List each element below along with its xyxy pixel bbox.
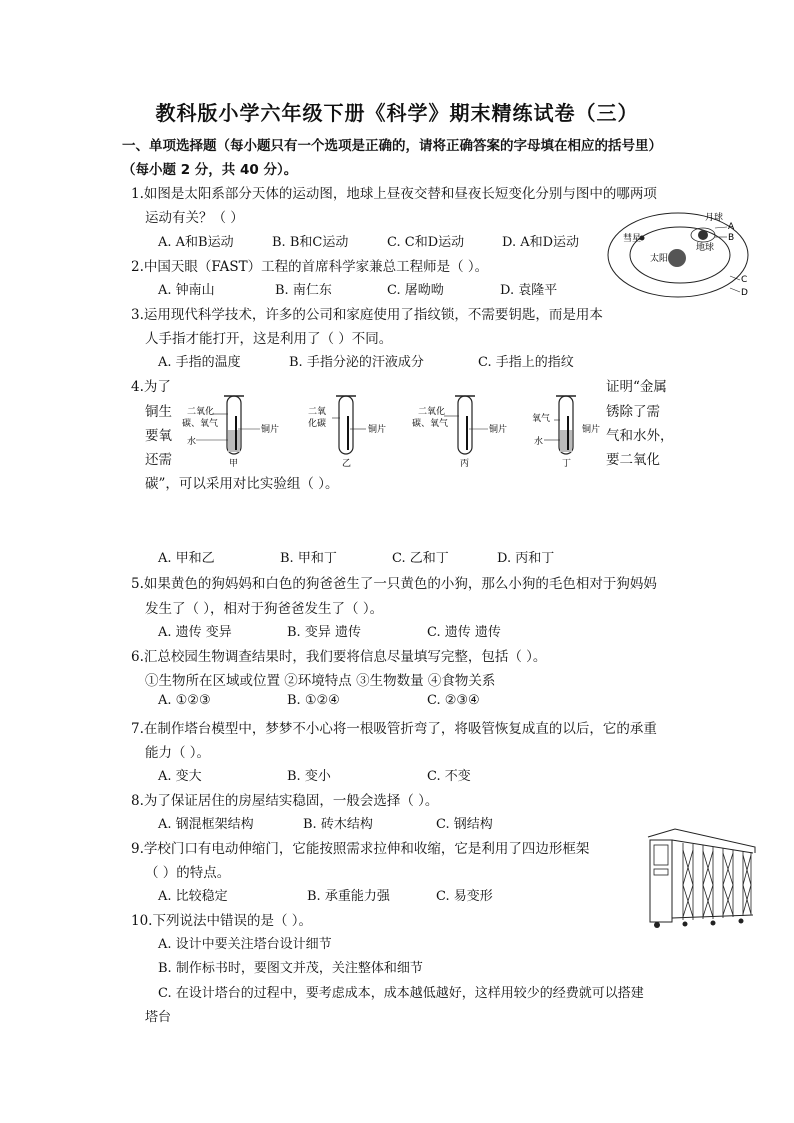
- q6-option-b: B. ①②④: [287, 693, 340, 708]
- tube-yi-gas2: 化碳: [308, 419, 327, 429]
- tube-jia: [182, 396, 279, 469]
- q2-option-b: B. 南仁东: [275, 283, 332, 298]
- q2-option-c: C. 屠呦呦: [387, 283, 444, 298]
- q4-right-3: 气和水外，: [606, 428, 674, 444]
- q8-stem: 8.为了保证居住的房屋结实稳固，一般会选择（ ）。: [131, 793, 439, 809]
- solar-system-diagram: [600, 200, 750, 305]
- q1-option-a: A. A和B运动: [158, 235, 234, 250]
- tube-bing-name: 丙: [460, 459, 470, 469]
- q4-right-4: 要二氧化: [606, 452, 660, 468]
- q4-left-1: 4.为了: [131, 379, 171, 395]
- test-tube-diagram: [182, 390, 602, 470]
- tube-jia-name: 甲: [229, 459, 239, 469]
- q1-option-c: C. C和D运动: [387, 235, 465, 250]
- q6-stem-line2: ①生物所在区域或位置 ②环境特点 ③生物数量 ④食物关系: [145, 673, 496, 689]
- tube-ding: [532, 396, 600, 469]
- q3-option-b: B. 手指分泌的汗液成分: [289, 355, 424, 370]
- q9-option-a: A. 比较稳定: [158, 889, 228, 904]
- label-c: C: [741, 275, 748, 285]
- q4-stem-tail: 碳”，可以采用对比实验组（ ）。: [145, 476, 339, 492]
- q5-option-a: A. 遗传 变异: [158, 625, 232, 640]
- q4-left-2: 铜生: [145, 404, 172, 420]
- q2-option-a: A. 钟南山: [158, 283, 215, 298]
- q4-left-3: 要氧: [145, 428, 172, 444]
- tube-bing-gas2: 碳、氧气: [412, 419, 449, 429]
- q3-stem-line2: 人手指才能打开，这是利用了（ ）不同。: [145, 331, 393, 347]
- tube-yi-copper: 铜片: [368, 425, 387, 435]
- earth-shape: [698, 230, 708, 240]
- q1-stem-line2: 运动有关？（ ）: [145, 210, 244, 226]
- q7-stem-line1: 7.在制作塔台模型中，梦梦不小心将一根吸管折弯了，将吸管恢复成直的以后，它的承重: [131, 721, 657, 737]
- q6-option-c: C. ②③④: [427, 693, 480, 708]
- q1-option-d: D. A和D运动: [502, 235, 580, 250]
- section-score: （每小题 2 分，共 40 分）。: [122, 162, 298, 178]
- q10-option-a: A. 设计中要关注塔台设计细节: [158, 937, 332, 952]
- page-title: 教科版小学六年级下册《科学》期末精练试卷（三）: [155, 101, 639, 125]
- tube-bing-copper: 铜片: [489, 425, 508, 435]
- sun-label: 太阳: [650, 254, 669, 264]
- q4-option-d: D. 丙和丁: [497, 551, 555, 566]
- q5-stem-line1: 5.如果黄色的狗妈妈和白色的狗爸爸生了一只黄色的小狗，那么小狗的毛色相对于狗妈妈: [131, 576, 657, 592]
- label-b: B: [728, 233, 735, 243]
- q5-stem-line2: 发生了（ ），相对于狗爸爸发生了（ ）。: [145, 601, 384, 617]
- tube-jia-gas1: 二氧化: [187, 407, 215, 417]
- tube-ding-water: 水: [534, 437, 544, 447]
- q8-option-a: A. 钢混框架结构: [158, 817, 254, 832]
- q9-stem-line1: 9.学校门口有电动伸缩门，它能按照需求拉伸和收缩，它是利用了四边形框架: [131, 841, 590, 857]
- q9-option-b: B. 承重能力强: [307, 889, 390, 904]
- comet-label: 彗星: [623, 234, 642, 244]
- q10-option-c-line1: C. 在设计塔台的过程中，要考虑成本，成本越低越好，这样用较少的经费就可以搭建: [158, 986, 644, 1001]
- q6-option-a: A. ①②③: [158, 693, 211, 708]
- q3-option-a: A. 手指的温度: [158, 355, 241, 370]
- q10-option-b: B. 制作标书时，要图文并茂，关注整体和细节: [158, 961, 423, 976]
- retractable-gate-illustration: [645, 825, 760, 935]
- q4-option-c: C. 乙和丁: [392, 551, 449, 566]
- q6-stem-line1: 6.汇总校园生物调查结果时，我们要将信息尽量填写完整，包括（ ）。: [131, 649, 547, 665]
- tube-bing-gas1: 二氧化: [418, 407, 446, 417]
- q7-option-a: A. 变大: [158, 769, 202, 784]
- q9-option-c: C. 易变形: [436, 889, 493, 904]
- moon-label: 月球: [705, 213, 724, 223]
- q4-right-2: 锈除了需: [606, 404, 660, 420]
- q7-option-b: B. 变小: [287, 769, 331, 784]
- q5-option-b: B. 变异 遗传: [287, 625, 361, 640]
- q10-option-c-line2: 塔台: [145, 1010, 172, 1025]
- tube-yi-gas1: 二氧: [308, 407, 327, 417]
- q8-option-c: C. 钢结构: [436, 817, 493, 832]
- tube-jia-water: 水: [187, 437, 197, 447]
- q1-stem-line1: 1.如图是太阳系部分天体的运动图，地球上昼夜交替和昼夜长短变化分别与图中的哪两项: [131, 186, 657, 202]
- tube-ding-gas1: 氧气: [532, 414, 551, 424]
- q4-option-b: B. 甲和丁: [280, 551, 337, 566]
- tube-ding-name: 丁: [562, 459, 572, 469]
- q10-stem: 10.下列说法中错误的是（ ）。: [131, 913, 313, 929]
- q4-right-1: 证明“金属: [606, 379, 667, 395]
- tube-yi: [308, 396, 386, 469]
- earth-label: 地球: [696, 243, 715, 253]
- label-a: A: [728, 222, 735, 232]
- q7-stem-line2: 能力（ ）。: [145, 745, 211, 761]
- sun-shape: [668, 249, 686, 267]
- q5-option-c: C. 遗传 遗传: [427, 625, 501, 640]
- q9-stem-line2: （ ）的特点。: [145, 865, 231, 881]
- label-d: D: [741, 288, 748, 298]
- tube-jia-gas2: 碳、氧气: [182, 419, 219, 429]
- q3-stem-line1: 3.运用现代科学技术，许多的公司和家庭使用了指纹锁，不需要钥匙，而是用本: [131, 307, 603, 323]
- tube-jia-copper: 铜片: [261, 425, 280, 435]
- q1-option-b: B. B和C运动: [272, 235, 349, 250]
- q4-left-4: 还需: [145, 452, 172, 468]
- section-heading: 一、单项选择题（每小题只有一个选项是正确的，请将正确答案的字母填在相应的括号里）: [122, 138, 662, 154]
- q4-option-a: A. 甲和乙: [158, 551, 215, 566]
- q2-option-d: D. 袁隆平: [500, 283, 558, 298]
- tube-yi-name: 乙: [342, 459, 352, 469]
- q7-option-c: C. 不变: [427, 769, 471, 784]
- tube-bing: [412, 396, 507, 469]
- q2-stem: 2.中国天眼（FAST）工程的首席科学家兼总工程师是（ ）。: [131, 259, 489, 275]
- q3-option-c: C. 手指上的指纹: [478, 355, 574, 370]
- q8-option-b: B. 砖木结构: [303, 817, 373, 832]
- tube-ding-copper: 铜片: [582, 425, 601, 435]
